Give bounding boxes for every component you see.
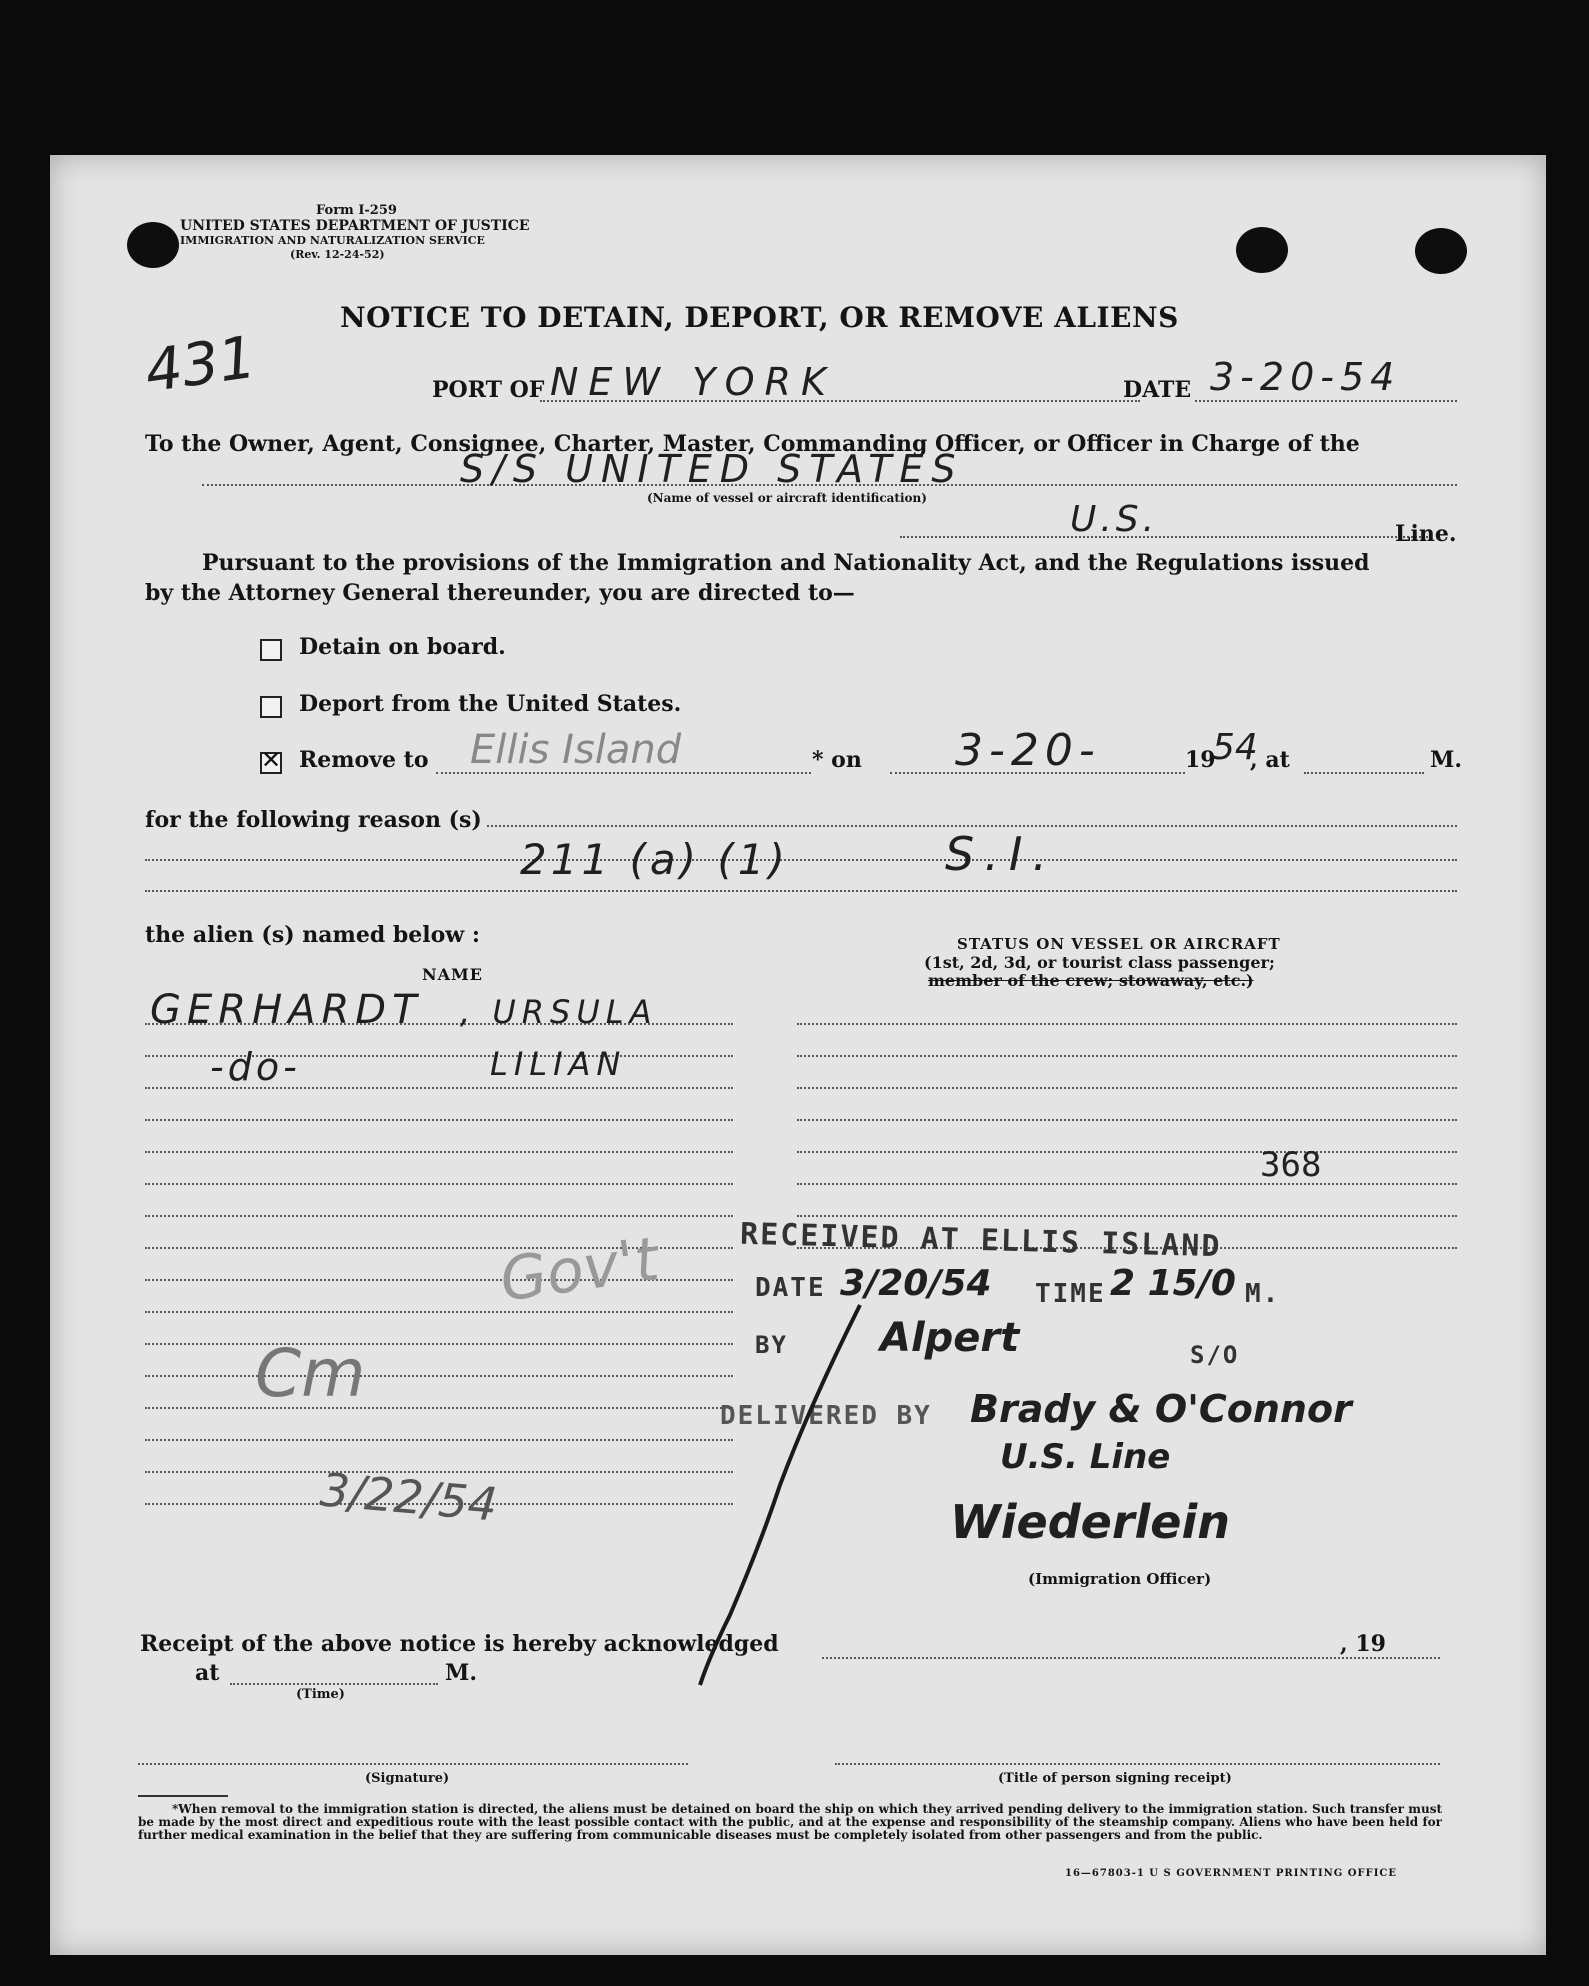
deport-checkbox[interactable] xyxy=(260,696,282,718)
pursuant-text-2: by the Attorney General thereunder, you are directed to— xyxy=(145,580,855,606)
signature-line xyxy=(138,1763,688,1765)
stamp-by-label: BY xyxy=(755,1331,788,1359)
vessel-value: S/S UNITED STATES xyxy=(460,447,964,491)
at-label: , at xyxy=(1250,747,1290,773)
year-prefix: 19 xyxy=(1185,747,1216,773)
name-line-5 xyxy=(145,1151,733,1153)
receipt-year-prefix: , 19 xyxy=(1340,1631,1386,1657)
at-time-line xyxy=(1304,772,1424,774)
department-line: UNITED STATES DEPARTMENT OF JUSTICE xyxy=(180,218,530,234)
stamp-by-value: Alpert xyxy=(880,1315,1020,1361)
footnote-rule xyxy=(138,1795,228,1797)
alien-number: 368 xyxy=(1260,1145,1322,1185)
margin-number: 431 xyxy=(140,322,260,406)
title-line xyxy=(835,1763,1440,1765)
status-line-5 xyxy=(797,1151,1457,1153)
reason-label: for the following reason (s) xyxy=(145,807,482,833)
officer-caption: (Immigration Officer) xyxy=(1028,1570,1212,1588)
shipping-line-field xyxy=(900,536,1428,538)
reason-line-2 xyxy=(145,859,1457,861)
port-label: PORT OF xyxy=(432,377,545,403)
delivered-value: Brady & O'Connor xyxy=(970,1387,1352,1431)
alien-2-given: LILIAN xyxy=(490,1045,627,1083)
status-line-3 xyxy=(797,1087,1457,1089)
deport-label: Deport from the United States. xyxy=(299,691,682,717)
name-line-6 xyxy=(145,1183,733,1185)
signature-caption: (Signature) xyxy=(365,1771,450,1786)
stamp-time-label: TIME xyxy=(1035,1279,1106,1309)
service-line: IMMIGRATION AND NATURALIZATION SERVICE xyxy=(180,234,485,247)
status-line-7 xyxy=(797,1215,1457,1217)
status-line-2 xyxy=(797,1055,1457,1057)
aliens-label: the alien (s) named below : xyxy=(145,922,480,948)
detain-checkbox[interactable] xyxy=(260,639,282,661)
delivered-label: DELIVERED BY xyxy=(720,1401,932,1431)
reason-status: S.I. xyxy=(945,827,1058,881)
status-line-6 xyxy=(797,1183,1457,1185)
delivered-line2: U.S. Line xyxy=(1000,1437,1171,1477)
status-subheader-2: member of the crew; stowaway, etc.) xyxy=(928,971,1254,990)
alien-2-surname: -do- xyxy=(210,1045,301,1089)
receipt-date-line xyxy=(822,1657,1392,1659)
addressee-line: To the Owner, Agent, Consignee, Charter, Master, Commanding Officer, or Officer in Charge of the xyxy=(145,431,1360,457)
date-note: 3/22/54 xyxy=(317,1462,500,1532)
name-line-12 xyxy=(145,1375,733,1377)
status-header: STATUS ON VESSEL OR AIRCRAFT xyxy=(957,935,1281,953)
alien-1-given: , URSULA xyxy=(460,993,658,1031)
remove-place-value: Ellis Island xyxy=(470,727,682,773)
m-label: M. xyxy=(1430,747,1463,773)
receipt-m-label: M. xyxy=(445,1660,478,1686)
on-label: * on xyxy=(812,747,862,773)
name-line-10 xyxy=(145,1311,733,1313)
vessel-caption: (Name of vessel or aircraft identification) xyxy=(647,491,927,505)
punch-hole-right-1 xyxy=(1236,227,1288,273)
title-caption: (Title of person signing receipt) xyxy=(998,1771,1232,1786)
date-label: DATE xyxy=(1123,377,1192,403)
stamp-so: S/O xyxy=(1190,1341,1240,1369)
reason-code: 211 (a) (1) xyxy=(520,835,789,884)
initials-note: Cm xyxy=(255,1335,366,1412)
shipping-line-label: Line. xyxy=(1395,521,1457,547)
stamp-time-value: 2 15/0 xyxy=(1110,1263,1236,1304)
stamp-time-suffix: M. xyxy=(1245,1279,1281,1309)
port-value: NEW YORK xyxy=(550,360,836,404)
receipt-line: Receipt of the above notice is hereby acknowledged xyxy=(140,1631,779,1657)
punch-hole-left xyxy=(127,222,179,268)
stamp-date-label: DATE xyxy=(755,1273,826,1303)
printer-line: 16—67803-1 U S GOVERNMENT PRINTING OFFICE xyxy=(1065,1868,1397,1879)
pursuant-text-1: Pursuant to the provisions of the Immigration and Nationality Act, and the Regulations issued xyxy=(202,550,1370,576)
remove-checkbox[interactable] xyxy=(260,746,282,774)
stamp-date-value: 3/20/54 xyxy=(840,1263,992,1304)
name-line-4 xyxy=(145,1119,733,1121)
status-line-4 xyxy=(797,1119,1457,1121)
alien-1-surname: GERHARDT xyxy=(150,987,423,1033)
year-value: 54 xyxy=(1212,727,1258,768)
shipping-line-value: U.S. xyxy=(1070,499,1159,540)
name-line-11 xyxy=(145,1343,733,1345)
form-sheet xyxy=(50,155,1546,1955)
on-date-value: 3-20- xyxy=(955,725,1101,776)
name-line-13 xyxy=(145,1407,733,1409)
check-mark-icon: ✕ xyxy=(261,746,282,774)
receipt-year-line xyxy=(1390,1657,1440,1659)
status-line-1 xyxy=(797,1023,1457,1025)
form-title: NOTICE TO DETAIN, DEPORT, OR REMOVE ALIENS xyxy=(340,301,1179,334)
name-line-14 xyxy=(145,1439,733,1441)
received-stamp: RECEIVED AT ELLIS ISLAND xyxy=(739,1216,1222,1265)
officer-signature: Wiederlein xyxy=(950,1495,1230,1549)
receipt-at-label: at xyxy=(195,1660,220,1686)
remove-label: Remove to xyxy=(299,747,429,773)
revision-date: (Rev. 12-24-52) xyxy=(290,248,385,261)
name-header: NAME xyxy=(422,965,483,984)
footnote: *When removal to the immigration station is directed, the aliens must be detained on board the ship on which they arrived pending delivery to the immigration station. Such transfer must be made by the most direct and expeditious route with the least possible contact with the public, and at the expense and responsibility of the steamship company. Aliens who have been held for further medical examination in the belief that they are suffering from communicable diseases must be completely isolated from other passengers and from the public. xyxy=(138,1802,1442,1842)
date-value: 3-20-54 xyxy=(1210,355,1401,399)
punch-hole-right-2 xyxy=(1415,228,1467,274)
govt-note: Gov't xyxy=(495,1224,663,1316)
reason-line-3 xyxy=(145,890,1457,892)
date-line xyxy=(1195,400,1457,402)
time-caption: (Time) xyxy=(296,1687,345,1702)
name-line-7 xyxy=(145,1215,733,1217)
detain-label: Detain on board. xyxy=(299,634,506,660)
status-subheader-1: (1st, 2d, 3d, or tourist class passenger; xyxy=(924,953,1275,972)
form-number: Form I-259 xyxy=(316,203,397,218)
receipt-time-line xyxy=(230,1683,438,1685)
